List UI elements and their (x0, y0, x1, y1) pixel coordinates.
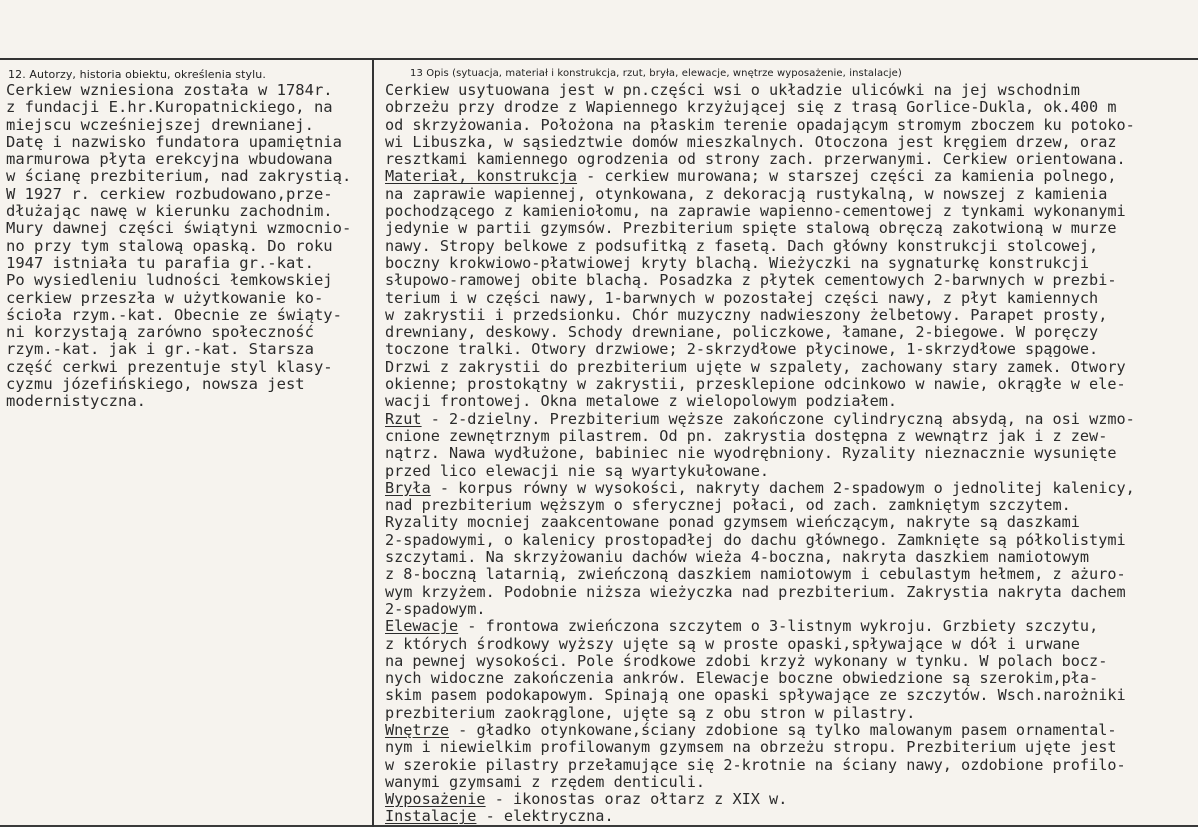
description-text-run: nym i niewielkim profilowanym gzymsem na obrzeżu stropu. Prezbiterium ujęte jest (385, 738, 1117, 757)
description-text-run: cnione zewnętrznym pilastrem. Od pn. zakrystia dostępna z wewnątrz jak i z zew- (385, 426, 1108, 445)
history-line: Po wysiedleniu ludności łemkowskiej (6, 271, 333, 290)
description-line (385, 532, 1195, 549)
description-text-run: pochodzącego z kamieniołomu, na zaprawie wapienno-cementowej z tynkami wykonanymi (385, 202, 1126, 221)
description-line (385, 601, 1195, 618)
description-line (385, 687, 1195, 704)
description-line (385, 99, 1195, 116)
description-text (385, 82, 1195, 826)
description-line (385, 220, 1195, 237)
description-text-run: Ryzality mocniej zaakcentowane ponad gzymsem wieńczącym, nakryte są daszkami (385, 513, 1080, 532)
description-text-run: z 8-boczną latarnią, zwieńczoną daszkiem namiotowym i cebulastym hełmem, z ażuro- (385, 565, 1126, 584)
description-line (385, 411, 1195, 428)
description-line (385, 168, 1195, 185)
column-divider (372, 58, 374, 827)
description-line (385, 636, 1195, 653)
description-text-run: prezbiterium zaokrąglone, ujęte są z obu stron w pilastry. (385, 703, 916, 722)
description-text-run: - frontowa zwieńczona szczytem o 3-listnym wykroju. Grzbiety szczytu, (458, 617, 1099, 636)
description-line (385, 134, 1195, 151)
description-text-run: słupowo-ramowej obite blachą. Posadzka z płytek cementowych 2-barwnych w prezbi- (385, 271, 1117, 290)
description-text-run: nątrz. Nawa wydłużone, babiniec nie wyodrębniony. Ryzality nieznacznie wysunięte (385, 444, 1117, 463)
description-text-run: od skrzyżowania. Położona na płaskim terenie opadającym stromym zboczem ku potoko- (385, 115, 1135, 134)
history-line: cerkiew przeszła w użytkowanie ko- (6, 288, 324, 307)
description-line (385, 497, 1195, 514)
description-line (385, 480, 1195, 497)
history-line: ścioła rzym.-kat. Obecnie ze świąty- (6, 305, 342, 324)
section-label: Elewacje (385, 617, 459, 636)
description-line (385, 722, 1195, 739)
description-line (385, 584, 1195, 601)
description-line (385, 307, 1195, 324)
description-line (385, 117, 1195, 134)
section-label: Rzut (385, 409, 422, 428)
description-text-run: przed lico elewacji nie są wyartykułowane. (385, 461, 770, 480)
description-line (385, 514, 1195, 531)
history-line: W 1927 r. cerkiew rozbudowano,prze- (6, 184, 333, 203)
history-line: z fundacji E.hr.Kuropatnickiego, na (6, 98, 333, 117)
section-12-header: 12. Autorzy, historia obiektu, określenia stylu. (8, 68, 266, 81)
history-text (6, 82, 368, 411)
description-line (385, 324, 1195, 341)
description-text-run: boczny krokwiowo-płatwiowej kryty blachą. Wieżyczki na sygnaturkę konstrukcji (385, 253, 1090, 272)
description-text-run: na zaprawie wapiennej, otynkowana, z dekoracją rustykalną, w nowszej z kamienia (385, 184, 1108, 203)
history-line: cyzmu józefińskiego, nowsza jest (6, 375, 305, 394)
description-text-run: toczone tralki. Otwory drzwiowe; 2-skrzydłowe płycinowe, 1-skrzydłowe spągowe. (385, 340, 1099, 359)
section-label: Wnętrze (385, 720, 450, 739)
description-line (385, 203, 1195, 220)
history-line: 1947 istniała tu parafia gr.-kat. (6, 253, 314, 272)
description-text-run: - ikonostas oraz ołtarz z XIX w. (485, 790, 788, 809)
description-text-run: 2-spadowymi, o kalenicy prostopadłej do dachu głównego. Zamknięte są półkolistymi (385, 530, 1126, 549)
description-text-run: nad prezbiterium węższym o sferycznej połaci, od zach. zamkniętym szczytem. (385, 496, 1071, 515)
description-line (385, 255, 1195, 272)
description-text-run: nych widoczne zakończenia ankrów. Elewacje boczne obwiedzione są szerokim,pła- (385, 669, 1099, 688)
description-text-run: wanymi gzymsami z rzędem denticuli. (385, 772, 706, 791)
description-line (385, 272, 1195, 289)
section-label: Wyposażenie (385, 790, 486, 809)
description-line (385, 808, 1195, 825)
history-line: w ścianę prezbiterium, nad zakrystią. (6, 167, 352, 186)
description-text-run: w zakrystii i przedsionku. Chór muzyczny nadwieszony żelbetowy. Parapet prosty, (385, 305, 1108, 324)
description-line (385, 376, 1195, 393)
description-line (385, 549, 1195, 566)
history-line: ni korzystają zarówno społeczność (6, 323, 314, 342)
history-line: no przy tym stalową opaską. Do roku (6, 236, 333, 255)
description-line (385, 186, 1195, 203)
description-line (385, 618, 1195, 635)
header-divider (0, 58, 1198, 60)
description-line (385, 463, 1195, 480)
description-line (385, 566, 1195, 583)
description-text-run: nawy. Stropy belkowe z podsufitką z fasetą. Dach główny konstrukcji stolcowej, (385, 236, 1099, 255)
description-text-run: terium i w części nawy, 1-barwnych w pozostałej części nawy, z płyt kamiennych (385, 288, 1099, 307)
history-line: marmurowa płyta erekcyjna wbudowana (6, 150, 333, 169)
history-line: Mury dawnej części świątyni wzmocnio- (6, 219, 352, 238)
description-text-run: - korpus równy w wysokości, nakryty dachem 2-spadowym o jednolitej kalenicy, (430, 478, 1135, 497)
history-line: modernistyczna. (6, 392, 146, 411)
history-line: miejscu wcześniejszej drewnianej. (6, 115, 314, 134)
section-label: Materiał, konstrukcja (385, 167, 578, 186)
section-label: Instalacje (385, 807, 477, 826)
description-line (385, 82, 1195, 99)
description-text-run: w szerokie pilastry przełamujące się 2-krotnie na ściany nawy, ozdobione profilo- (385, 755, 1126, 774)
description-text-run: skim pasem podokapowym. Spinają one opaski spływające ze szczytów. Wsch.narożniki (385, 686, 1126, 705)
description-text-run: - 2-dzielny. Prezbiterium węższe zakończone cylindryczną absydą, na osi wzmo- (421, 409, 1135, 428)
description-line (385, 791, 1195, 808)
section-13-header: 13 Opis (sytuacja, materiał i konstrukcja, rzut, bryła, elewacje, wnętrze wyposażenie, instalacje) (410, 68, 902, 79)
description-line (385, 670, 1195, 687)
history-line: dłużając nawę w kierunku zachodnim. (6, 202, 333, 221)
description-text-run: wacji frontowej. Okna metalowe z wielopolowym podziałem. (385, 392, 898, 411)
description-line (385, 705, 1195, 722)
description-line (385, 739, 1195, 756)
description-text-run: szczytami. Na skrzyżowaniu dachów wieża 4-boczna, nakryta daszkiem namiotowym (385, 548, 1090, 567)
description-line (385, 757, 1195, 774)
description-line (385, 428, 1195, 445)
history-line: rzym.-kat. jak i gr.-kat. Starsza (6, 340, 314, 359)
description-text-run: resztkami kamiennego ogrodzenia od strony zach. przerwanymi. Cerkiew orientowana. (385, 150, 1126, 169)
history-line: Cerkiew wzniesiona została w 1784r. (6, 81, 333, 99)
description-text-run: - cerkiew murowana; w starszej części za kamienia polnego, (577, 167, 1117, 186)
description-line (385, 393, 1195, 410)
description-text-run: okienne; prostokątny w zakrystii, przesklepione odcinkowo w nawie, okrągłe w ele- (385, 375, 1126, 394)
description-line (385, 445, 1195, 462)
description-text-run: Cerkiew usytuowana jest w pn.części wsi o układzie ulicówki na jej wschodnim (385, 81, 1080, 99)
description-text-run: z których środkowy wyższy ujęte są w proste opaski,spływające w dół i urwane (385, 634, 1080, 653)
description-text-run: Drzwi z zakrystii do prezbiterium ujęte w szpalety, zachowany stary zamek. Otwory (385, 357, 1126, 376)
description-text-run: - gładko otynkowane,ściany zdobione są tylko malowanym pasem ornamental- (449, 720, 1117, 739)
description-text-run: 2-spadowym. (385, 599, 486, 618)
history-line: część cerkwi prezentuje styl klasy- (6, 357, 333, 376)
description-line (385, 774, 1195, 791)
description-text-run: na pewnej wysokości. Pole środkowe zdobi krzyż wykonany w tynku. W polach bocz- (385, 651, 1108, 670)
description-line (385, 653, 1195, 670)
description-line (385, 151, 1195, 168)
description-text-run: obrzeżu przy drodze z Wapiennego krzyżującej się z trasą Gorlice-Dukla, ok.400 m (385, 98, 1117, 117)
description-line (385, 238, 1195, 255)
description-text-run: jedynie w partii gzymsów. Prezbiterium spięte stalową obręczą zakotwioną w murze (385, 219, 1117, 238)
description-line (385, 341, 1195, 358)
history-line: Datę i nazwisko fundatora upamiętnia (6, 132, 342, 151)
description-text-run: wi Libuszka, w sąsiedztwie domów mieszkalnych. Otoczona jest kręgiem drzew, oraz (385, 132, 1117, 151)
description-line (385, 359, 1195, 376)
description-line (385, 290, 1195, 307)
description-text-run: drewniany, deskowy. Schody drewniane, policzkowe, łamane, 2-biegowe. W poręczy (385, 323, 1099, 342)
description-text-run: - elektryczna. (476, 807, 614, 826)
section-label: Bryła (385, 478, 431, 497)
description-text-run: wym krzyżem. Podobnie niższa wieżyczka nad prezbiterium. Zakrystia nakryta dachem (385, 582, 1126, 601)
